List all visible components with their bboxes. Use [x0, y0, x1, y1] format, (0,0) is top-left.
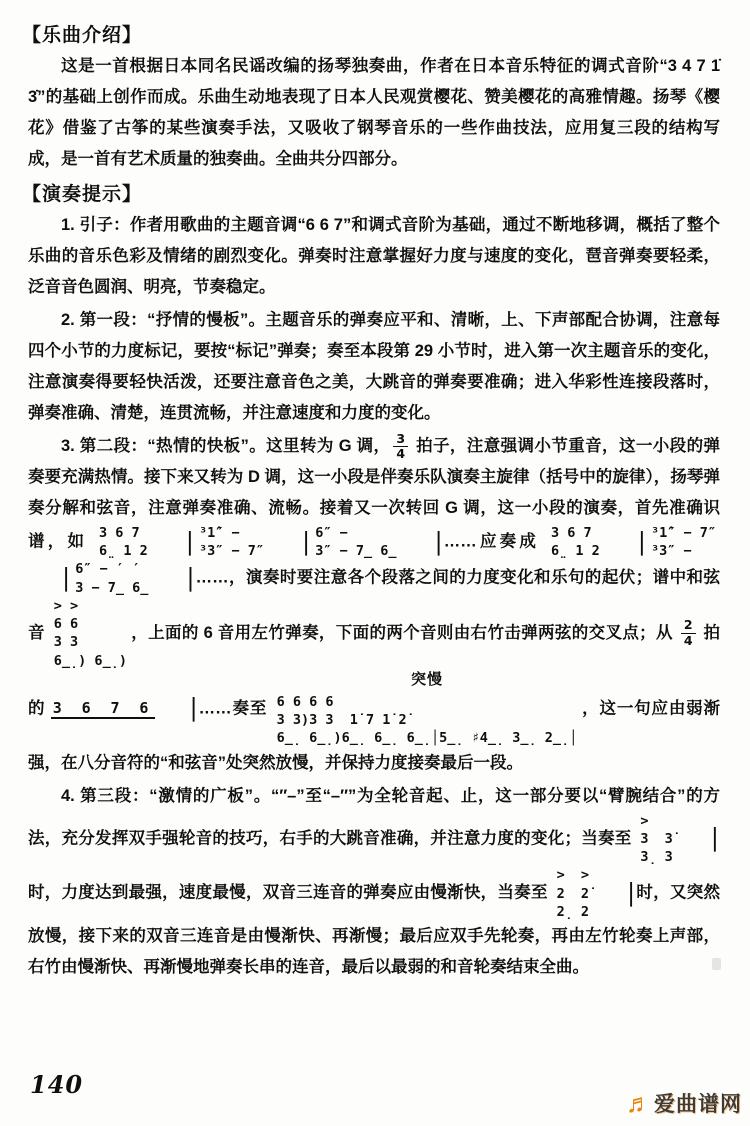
jianpu-row: > — [580, 867, 589, 884]
jianpu-stack — [54, 597, 127, 670]
barline: | — [64, 564, 69, 594]
text-run: 2. 第一段：“抒情的慢板”。主题音乐的弹奏应平和、清晰，上、下声部配合协调，注意每四个小节的力度标记，要按“标记”弹奏；奏至本段第 29 小节时，进入第一次主题音乐的变化，注意演奏得要轻快活泼，还要注意音色之美，大跳音的弹奏要准确；进入华彩性连接段落时，弹奏准确、清楚，连贯流畅，并注意速度和力度的变化。 — [28, 311, 720, 422]
jianpu-row: 6 6 6 6 — [276, 694, 334, 710]
paragraph — [28, 431, 720, 779]
text-run: ……，演奏时要注意各个段落之间的力度变化和乐句的起伏；谱中和弦音 — [28, 569, 720, 642]
text-run: 这是一首根据日本同名民谣改编的扬琴独奏曲，作者在日本音乐特征的调式音阶“3 4 7 1̇ 3̇”的基础上创作而成。乐曲生动地表现了日本人民观赏樱花、赞美樱花的高雅情趣。扬琴《樱花》借鉴了古筝的某些演奏手法，又吸收了钢琴音乐的一些作曲技法，应用复三段的结构写成，是一首有艺术质量的独奏曲。全曲共分四部分。 — [28, 57, 725, 168]
text-run: 1. 引子：作者用歌曲的主题音调“6 6 7”和调式音阶为基础，通过不断地移调，概括了整个乐曲的音乐色彩及情绪的剧烈变化。弹奏时注意掌握好力度与速度的变化，琶音弹奏要轻柔，泛音音色圆润、明亮，节奏稳定。 — [28, 216, 720, 296]
paragraph — [28, 305, 720, 429]
section-heading: 【演奏提示】 — [22, 184, 143, 205]
jianpu-row — [665, 812, 673, 830]
jianpu-row: 3 6 7 — [99, 525, 140, 541]
barline: | — [187, 527, 192, 557]
text-run: ……应奏成 — [443, 532, 547, 551]
jianpu-row: 6̤ 1 2 — [550, 543, 600, 560]
jianpu-row: ³1̇″ − 7″ — [650, 525, 716, 541]
jianpu-row: 6″ − — [315, 525, 348, 541]
jianpu-stack — [75, 560, 148, 596]
jianpu-row: 2 — [580, 903, 589, 920]
barline: | — [188, 564, 193, 594]
jianpu-row: 6̤ 1 2 — [99, 543, 148, 560]
jianpu-stack — [640, 812, 656, 867]
watermark-text: 爱曲谱网 — [654, 1093, 742, 1116]
text-run: ，上面的 6 音用左竹弹奏，下面的两个音则由右竹击弹两弦的交叉点；从 — [130, 623, 678, 642]
barline: | — [639, 527, 644, 557]
paragraph — [28, 210, 720, 303]
text-run: 3. 第二段：“热情的快板”。这里转为 G 调， — [61, 437, 391, 455]
barline: | — [304, 527, 309, 557]
jianpu-row: 3 3)3 3 1̇ 7 1̇ 2̇ — [276, 712, 407, 729]
jianpu-row: 3″ − 7̲ 6̲ — [315, 543, 397, 560]
time-signature-fraction: $\frac{2}{4}$ — [681, 619, 696, 647]
text-run: 4. 第三段：“激情的广板”。“″–”至“–″”为全轮音起、止，这一部分要以“臂腕结合”的方法，充分发挥双手强轮音的技巧，右手的大跳音准确，并注意力度的变化；当奏至 — [28, 786, 720, 848]
jianpu-row: 3 3 — [53, 634, 79, 651]
music-note-icon: ♬ — [626, 1088, 652, 1118]
jianpu-row: ³3″ − 7″ — [199, 543, 265, 560]
tempo-label: 突慢 — [410, 670, 443, 688]
jianpu-stack — [551, 524, 600, 560]
jianpu-stack — [665, 812, 673, 867]
text-run: 拍子，注意强调小节重音，这一小段的弹奏要充满热情。接下来又转为 D 调，这一小段是伴奏乐队演奏主旋律（括号中的旋律），扬琴弹奏分解和弦音，注意弹奏准确、流畅。接着又一次转回 G 调，这一小段的演奏，首先准确识谱，如 — [28, 437, 720, 551]
jianpu-row: 3̇ — [664, 830, 673, 847]
page-number: 140 — [30, 1070, 84, 1099]
jianpu-stack — [581, 866, 589, 921]
jianpu-stack — [315, 524, 396, 560]
watermark — [626, 1088, 742, 1118]
jianpu-row: > — [556, 867, 565, 884]
jianpu-row: 3 — [640, 830, 649, 847]
jianpu-row: 6̲̣) 6̲̣) — [53, 652, 127, 669]
time-signature-fraction: $\frac{3}{4}$ — [393, 433, 408, 461]
jianpu-stack — [99, 524, 148, 560]
barline: | — [628, 879, 634, 909]
scan-smudge — [712, 958, 721, 970]
section-heading: 【乐曲介绍】 — [22, 25, 143, 46]
jianpu-stack — [199, 524, 264, 560]
jianpu-row: 3 6 7 — [550, 525, 592, 541]
jianpu-row: 3 − 7̲ 6̲ — [75, 579, 149, 596]
underlined-notes: 3 6 7 6 — [52, 699, 154, 718]
text-run: 时，力度达到最强，速度最慢，双音三连音的弹奏应由慢渐快，当奏至 — [28, 884, 553, 902]
jianpu-stack — [651, 524, 716, 560]
jianpu-row: ³1̇″ − — [199, 525, 240, 541]
paragraph — [28, 51, 725, 175]
jianpu-row: 2̣ — [556, 903, 573, 920]
document-body — [22, 20, 725, 983]
jianpu-row: 6̲̣ 6̲̣)6̲̣ 6̲̣ 6̲̣│5̲̣ ♯4̲̣ 3̲̣ 2̲̣│ — [276, 730, 578, 747]
jianpu-row: > — [640, 812, 649, 829]
text-run: 时，又突然放慢，接下来的双音三连音是由慢渐快、再渐慢；最后应双手先轮奏，再由左竹轮奏上声部，右竹由慢渐快、再渐慢地弹奏长串的连音，最后以最弱的和音轮奏结束全曲。 — [28, 884, 720, 976]
jianpu-row: ³3″ − — [650, 543, 692, 560]
jianpu-row: > > — [53, 597, 79, 614]
jianpu-row: 3̣ — [640, 849, 657, 866]
text-run: ，这一句应由弱渐强，在八分音符的“和弦音”处突然放慢，并保持力度接奏最后一段。 — [28, 699, 720, 772]
jianpu-stack — [557, 866, 573, 921]
jianpu-row: 2̇ — [580, 885, 589, 902]
barline: | — [191, 694, 196, 724]
text-run: 拍的 — [28, 623, 720, 718]
jianpu-stack — [277, 670, 578, 748]
jianpu-row: 6″ − ′ ′ — [75, 561, 141, 578]
jianpu-row: 3 — [664, 849, 673, 866]
barline: | — [436, 527, 441, 557]
jianpu-row: 6 6 — [53, 616, 79, 633]
paragraph — [28, 781, 720, 983]
barline: | — [712, 824, 717, 854]
jianpu-row: 2 — [556, 885, 565, 902]
text-run: ……奏至 — [198, 699, 273, 718]
